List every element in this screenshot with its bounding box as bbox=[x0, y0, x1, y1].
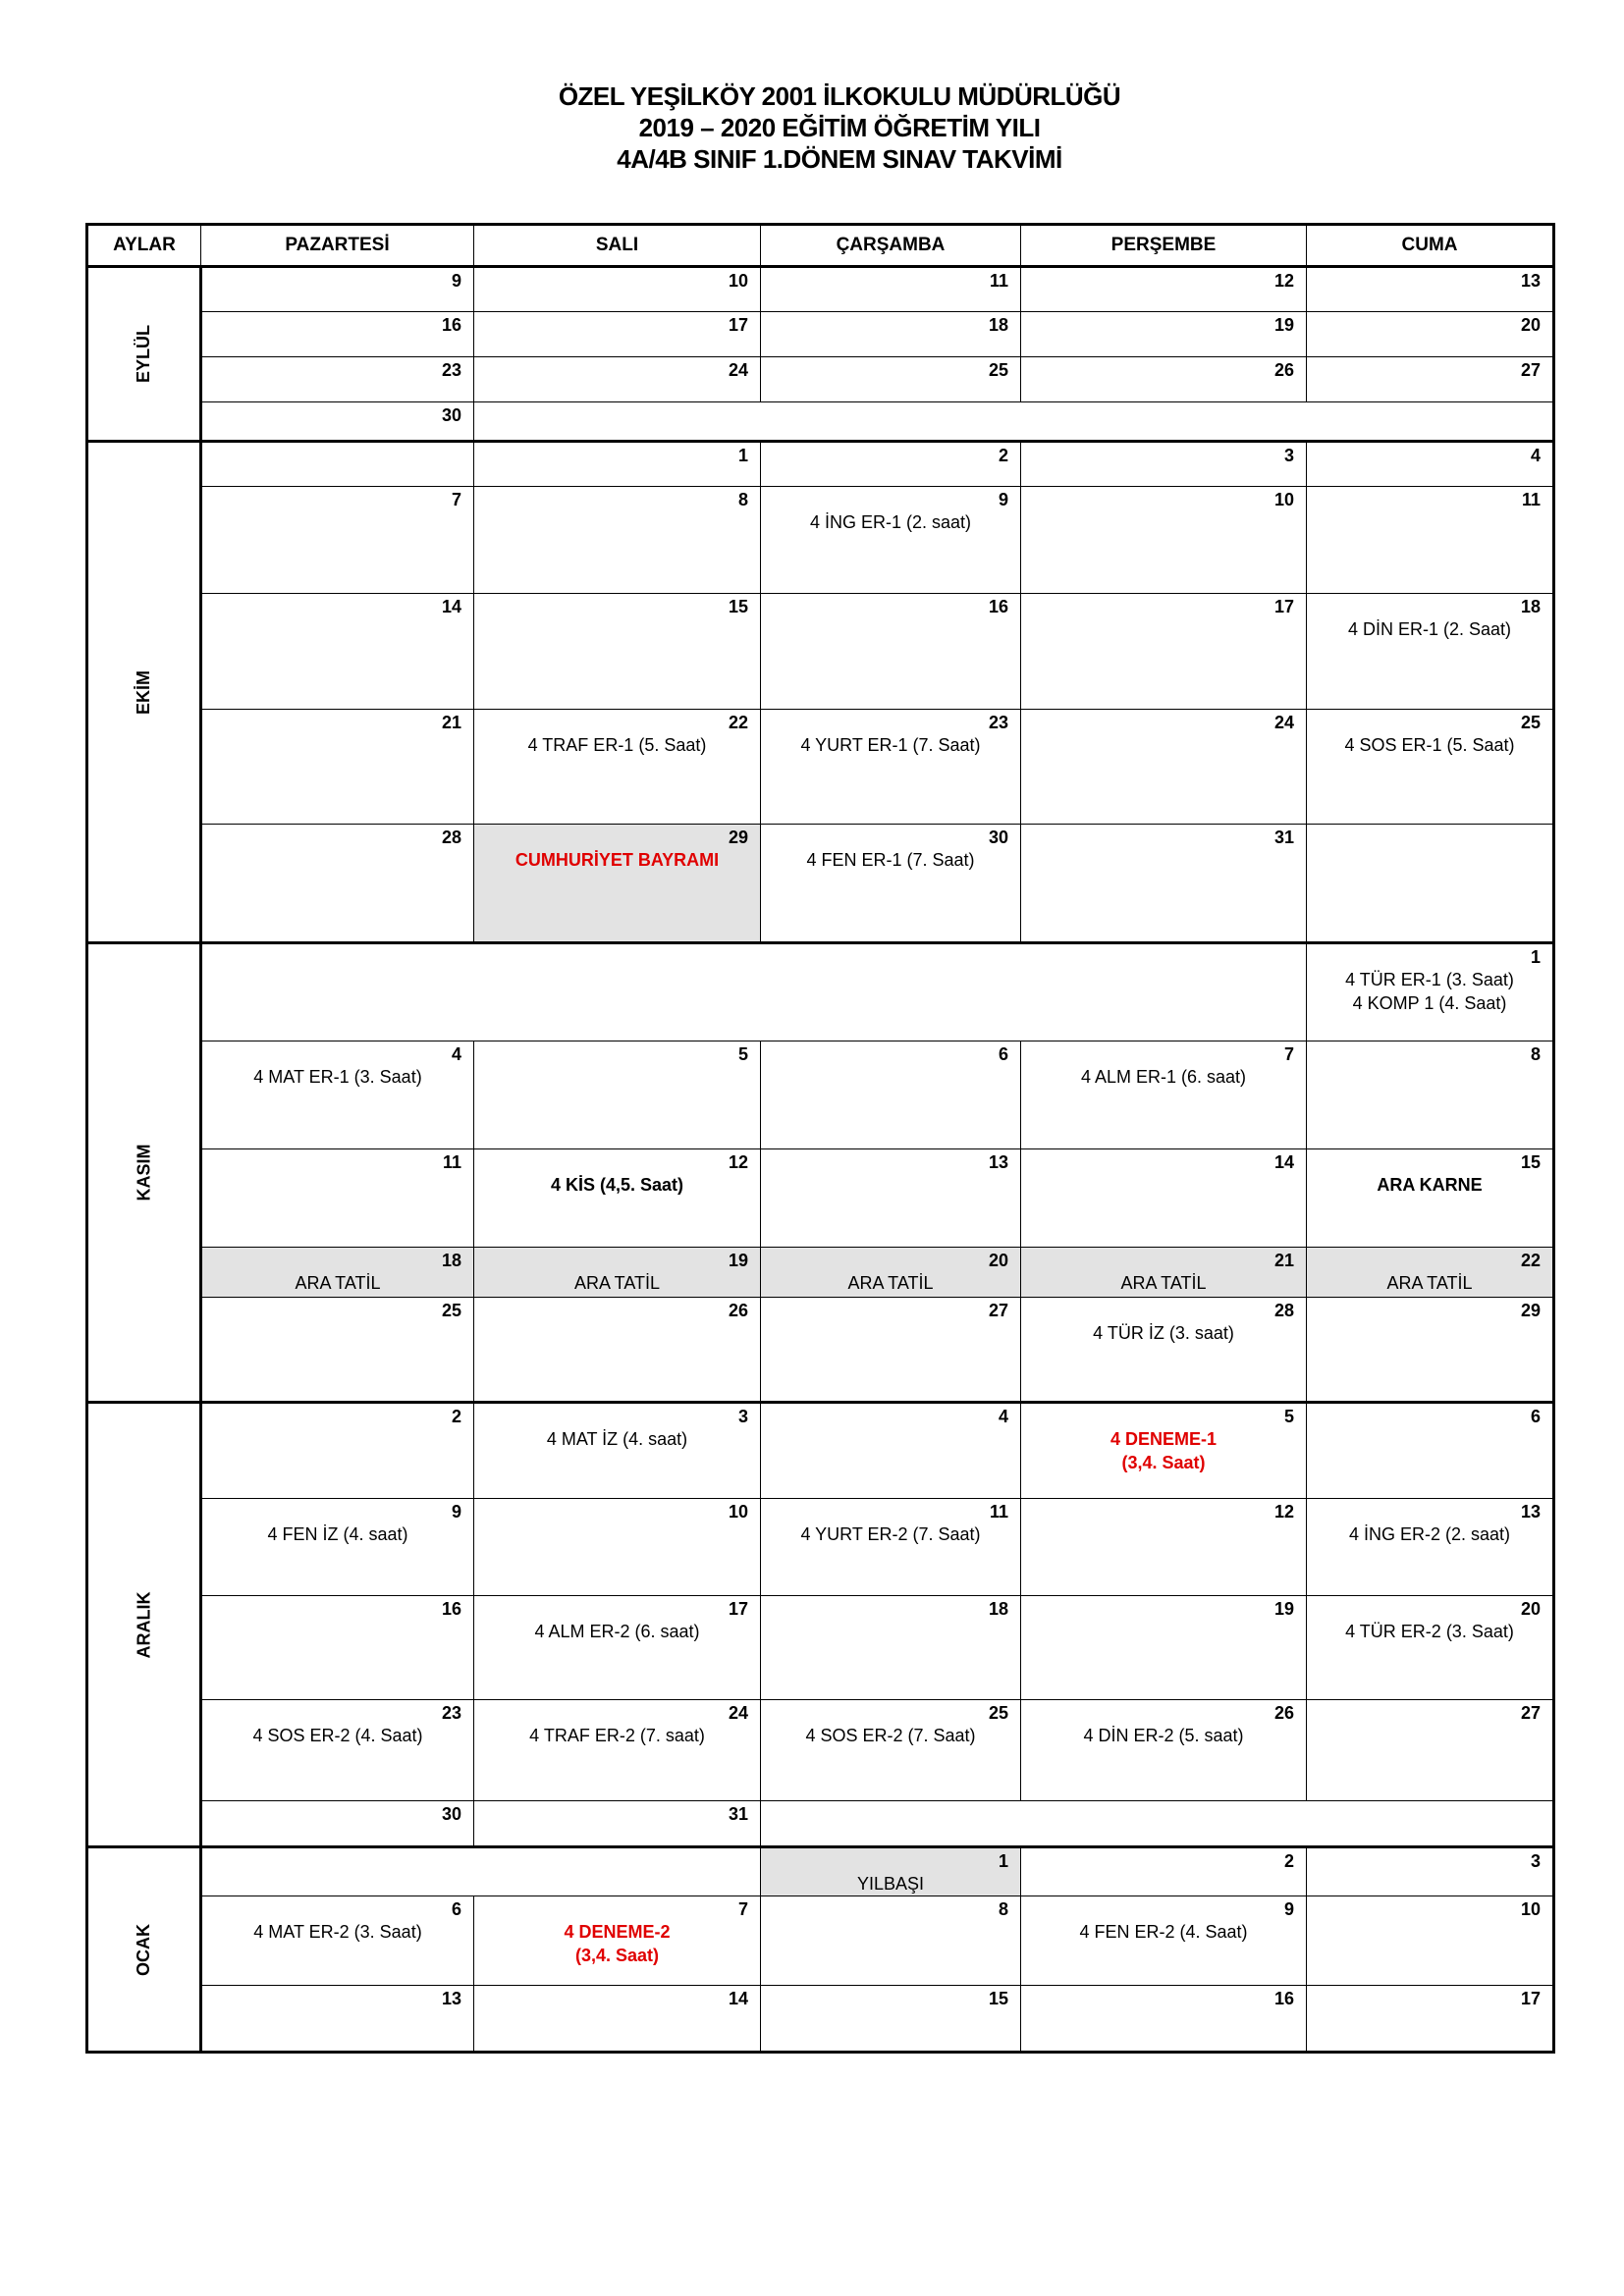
exam-entry: 4 SOS ER-1 (5. Saat) bbox=[1344, 735, 1515, 755]
day-cell: 17 4 ALM ER-2 (6. saat) bbox=[474, 1596, 761, 1700]
exam-entry: 4 MAT İZ (4. saat) bbox=[546, 1429, 688, 1449]
week-row bbox=[87, 1298, 1554, 1403]
day-cell: 8 bbox=[761, 1896, 1021, 1986]
holiday-label: YILBAŞI bbox=[856, 1874, 925, 1894]
day-cell: 4 bbox=[1307, 442, 1554, 487]
holiday-label: ARA TATİL bbox=[847, 1273, 934, 1293]
trial-exam-hours: (3,4. Saat) bbox=[574, 1946, 660, 1965]
header-row bbox=[87, 225, 1554, 267]
day-cell: 18 bbox=[761, 1596, 1021, 1700]
day-cell: 20 4 TÜR ER-2 (3. Saat) bbox=[1307, 1596, 1554, 1700]
exam-entry: 4 KİS (4,5. Saat) bbox=[550, 1175, 684, 1195]
day-cell: 6 4 MAT ER-2 (3. Saat) bbox=[201, 1896, 474, 1986]
report-card-label: ARA KARNE bbox=[1377, 1175, 1483, 1195]
week-row bbox=[87, 1149, 1554, 1248]
col-monday: PAZARTESİ bbox=[201, 225, 474, 267]
day-cell: 9 4 FEN ER-2 (4. Saat) bbox=[1021, 1896, 1307, 1986]
day-cell: 27 bbox=[1307, 1700, 1554, 1801]
exam-entry: 4 SOS ER-2 (7. Saat) bbox=[805, 1726, 976, 1745]
day-cell: 16 bbox=[201, 312, 474, 357]
week-row bbox=[87, 825, 1554, 943]
day-cell: 11 bbox=[761, 267, 1021, 312]
exam-entry: 4 FEN ER-1 (7. Saat) bbox=[806, 850, 975, 870]
day-cell: 10 bbox=[474, 267, 761, 312]
day-cell: 4 bbox=[761, 1403, 1021, 1499]
day-cell: 25 bbox=[201, 1298, 474, 1403]
day-cell: 2 bbox=[201, 1403, 474, 1499]
exam-entry: 4 İNG ER-2 (2. saat) bbox=[1348, 1524, 1511, 1544]
day-cell: 3 4 MAT İZ (4. saat) bbox=[474, 1403, 761, 1499]
exam-entry: 4 TRAF ER-1 (5. Saat) bbox=[527, 735, 707, 755]
exam-entry: 4 TRAF ER-2 (7. saat) bbox=[529, 1726, 705, 1745]
day-cell: 21 bbox=[201, 710, 474, 825]
holiday-label: ARA TATİL bbox=[1386, 1273, 1473, 1293]
day-cell: 15 bbox=[474, 594, 761, 710]
day-cell: 15 ARA KARNE bbox=[1307, 1149, 1554, 1248]
day-cell: 25 4 SOS ER-1 (5. Saat) bbox=[1307, 710, 1554, 825]
exam-entry: 4 MAT ER-1 (3. Saat) bbox=[253, 1067, 422, 1087]
exam-entry: 4 DİN ER-2 (5. saat) bbox=[1083, 1726, 1244, 1745]
week-row bbox=[87, 402, 1554, 442]
day-cell: 31 bbox=[1021, 825, 1307, 943]
holiday-cell: 21 ARA TATİL bbox=[1021, 1248, 1307, 1298]
day-cell: 13 bbox=[201, 1986, 474, 2053]
exam-entry: 4 DİN ER-1 (2. Saat) bbox=[1347, 619, 1512, 639]
day-cell: 24 bbox=[1021, 710, 1307, 825]
col-months: AYLAR bbox=[87, 225, 201, 267]
day-cell: 3 bbox=[1021, 442, 1307, 487]
day-cell: 7 4 DENEME-2 (3,4. Saat) bbox=[474, 1896, 761, 1986]
week-row bbox=[87, 943, 1554, 1041]
week-row bbox=[87, 1596, 1554, 1700]
week-row bbox=[87, 1700, 1554, 1801]
week-row bbox=[87, 267, 1554, 312]
empty-cell bbox=[474, 402, 1554, 442]
empty-cell bbox=[201, 943, 1307, 1041]
day-cell: 27 bbox=[761, 1298, 1021, 1403]
day-cell: 12 bbox=[1021, 267, 1307, 312]
exam-entry: 4 FEN ER-2 (4. Saat) bbox=[1079, 1922, 1248, 1942]
week-row bbox=[87, 312, 1554, 357]
school-title: ÖZEL YEŞİLKÖY 2001 İLKOKULU MÜDÜRLÜĞÜ bbox=[558, 81, 1121, 111]
exam-entry: 4 KOMP 1 (4. Saat) bbox=[1352, 993, 1507, 1013]
day-cell: 17 bbox=[1307, 1986, 1554, 2053]
day-cell: 29 bbox=[1307, 1298, 1554, 1403]
day-cell: 30 bbox=[201, 1801, 474, 1847]
exam-entry: 4 İNG ER-1 (2. saat) bbox=[809, 512, 972, 532]
holiday-cell: 18 ARA TATİL bbox=[201, 1248, 474, 1298]
day-cell: 8 bbox=[1307, 1041, 1554, 1149]
day-cell: 6 bbox=[1307, 1403, 1554, 1499]
day-cell: 14 bbox=[474, 1986, 761, 2053]
day-cell: 7 4 ALM ER-1 (6. saat) bbox=[1021, 1041, 1307, 1149]
week-row bbox=[87, 1986, 1554, 2053]
day-cell: 27 bbox=[1307, 357, 1554, 402]
exam-entry: 4 ALM ER-2 (6. saat) bbox=[534, 1622, 700, 1641]
day-cell: 11 bbox=[201, 1149, 474, 1248]
year-title: 2019 – 2020 EĞİTİM ÖĞRETİM YILI bbox=[638, 113, 1041, 142]
day-cell: 11 bbox=[1307, 487, 1554, 594]
day-cell: 28 4 TÜR İZ (3. saat) bbox=[1021, 1298, 1307, 1403]
holiday-label: ARA TATİL bbox=[295, 1273, 381, 1293]
day-cell: 24 bbox=[474, 357, 761, 402]
month-october: EKİM bbox=[87, 442, 201, 943]
calendar-title: 4A/4B SINIF 1.DÖNEM SINAV TAKVİMİ bbox=[617, 144, 1062, 174]
day-cell: 10 bbox=[1307, 1896, 1554, 1986]
day-cell: 28 bbox=[201, 825, 474, 943]
trial-exam-label: 4 DENEME-2 bbox=[564, 1922, 671, 1942]
day-cell: 18 4 DİN ER-1 (2. Saat) bbox=[1307, 594, 1554, 710]
month-january: OCAK bbox=[87, 1847, 201, 2053]
day-cell: 30 4 FEN ER-1 (7. Saat) bbox=[761, 825, 1021, 943]
day-cell: 26 4 DİN ER-2 (5. saat) bbox=[1021, 1700, 1307, 1801]
week-row bbox=[87, 1403, 1554, 1499]
exam-entry: 4 FEN İZ (4. saat) bbox=[267, 1524, 408, 1544]
day-cell: 4 4 MAT ER-1 (3. Saat) bbox=[201, 1041, 474, 1149]
col-tuesday: SALI bbox=[474, 225, 761, 267]
day-cell: 20 bbox=[1307, 312, 1554, 357]
day-cell: 5 bbox=[474, 1041, 761, 1149]
week-row bbox=[87, 1801, 1554, 1847]
day-cell: 22 4 TRAF ER-1 (5. Saat) bbox=[474, 710, 761, 825]
day-cell: 2 bbox=[761, 442, 1021, 487]
day-cell: 9 bbox=[201, 267, 474, 312]
day-cell: 15 bbox=[761, 1986, 1021, 2053]
day-cell: 17 bbox=[1021, 594, 1307, 710]
day-cell: 23 bbox=[201, 357, 474, 402]
col-wednesday: ÇARŞAMBA bbox=[761, 225, 1021, 267]
day-cell: 5 4 DENEME-1 (3,4. Saat) bbox=[1021, 1403, 1307, 1499]
month-september: EYLÜL bbox=[87, 267, 201, 442]
trial-exam-label: 4 DENEME-1 bbox=[1110, 1429, 1218, 1449]
day-cell: 2 bbox=[1021, 1847, 1307, 1896]
exam-entry: 4 TÜR İZ (3. saat) bbox=[1093, 1323, 1234, 1343]
col-thursday: PERŞEMBE bbox=[1021, 225, 1307, 267]
month-december: ARALIK bbox=[87, 1403, 201, 1847]
exam-entry: 4 MAT ER-2 (3. Saat) bbox=[253, 1922, 422, 1942]
day-cell: 16 bbox=[201, 1596, 474, 1700]
day-cell: 1 bbox=[474, 442, 761, 487]
week-row bbox=[87, 357, 1554, 402]
week-row bbox=[87, 1248, 1554, 1298]
empty-cell bbox=[761, 1801, 1554, 1847]
empty-cell bbox=[201, 442, 474, 487]
exam-entry: 4 TÜR ER-2 (3. Saat) bbox=[1345, 1622, 1514, 1641]
day-cell: 11 4 YURT ER-2 (7. Saat) bbox=[761, 1499, 1021, 1596]
month-november: KASIM bbox=[87, 943, 201, 1403]
week-row bbox=[87, 594, 1554, 710]
day-cell: 31 bbox=[474, 1801, 761, 1847]
exam-entry: 4 YURT ER-2 (7. Saat) bbox=[800, 1524, 981, 1544]
week-row bbox=[87, 1499, 1554, 1596]
holiday-label: CUMHURİYET BAYRAMI bbox=[514, 850, 720, 870]
week-row bbox=[87, 487, 1554, 594]
day-cell: 14 bbox=[201, 594, 474, 710]
day-cell: 17 bbox=[474, 312, 761, 357]
week-row bbox=[87, 1847, 1554, 1896]
exam-calendar-table bbox=[85, 223, 1555, 2054]
day-cell: 12 bbox=[1021, 1499, 1307, 1596]
trial-exam-hours: (3,4. Saat) bbox=[1121, 1453, 1206, 1472]
holiday-cell: 1 YILBAŞI bbox=[761, 1847, 1021, 1896]
week-row bbox=[87, 1896, 1554, 1986]
day-cell: 1 4 TÜR ER-1 (3. Saat) 4 KOMP 1 (4. Saat) bbox=[1307, 943, 1554, 1041]
day-cell: 7 bbox=[201, 487, 474, 594]
holiday-cell: 29 CUMHURİYET BAYRAMI bbox=[474, 825, 761, 943]
week-row bbox=[87, 710, 1554, 825]
day-cell: 24 4 TRAF ER-2 (7. saat) bbox=[474, 1700, 761, 1801]
day-cell: 10 bbox=[474, 1499, 761, 1596]
day-cell: 16 bbox=[761, 594, 1021, 710]
day-cell: 23 4 SOS ER-2 (4. Saat) bbox=[201, 1700, 474, 1801]
day-cell: 13 4 İNG ER-2 (2. saat) bbox=[1307, 1499, 1554, 1596]
day-cell: 12 4 KİS (4,5. Saat) bbox=[474, 1149, 761, 1248]
day-cell: 14 bbox=[1021, 1149, 1307, 1248]
day-cell: 13 bbox=[1307, 267, 1554, 312]
week-row bbox=[87, 1041, 1554, 1149]
exam-entry: 4 TÜR ER-1 (3. Saat) bbox=[1345, 970, 1514, 989]
day-cell: 6 bbox=[761, 1041, 1021, 1149]
day-cell: 13 bbox=[761, 1149, 1021, 1248]
holiday-cell: 22 ARA TATİL bbox=[1307, 1248, 1554, 1298]
day-cell: 10 bbox=[1021, 487, 1307, 594]
day-cell: 8 bbox=[474, 487, 761, 594]
day-cell: 16 bbox=[1021, 1986, 1307, 2053]
empty-cell bbox=[1307, 825, 1554, 943]
holiday-label: ARA TATİL bbox=[1120, 1273, 1207, 1293]
exam-entry: 4 SOS ER-2 (4. Saat) bbox=[252, 1726, 423, 1745]
week-row bbox=[87, 442, 1554, 487]
day-cell: 9 4 İNG ER-1 (2. saat) bbox=[761, 487, 1021, 594]
day-cell: 9 4 FEN İZ (4. saat) bbox=[201, 1499, 474, 1596]
holiday-label: ARA TATİL bbox=[573, 1273, 661, 1293]
empty-cell bbox=[201, 1847, 761, 1896]
day-cell: 26 bbox=[1021, 357, 1307, 402]
day-cell: 18 bbox=[761, 312, 1021, 357]
day-cell: 30 bbox=[201, 402, 474, 442]
day-cell: 23 4 YURT ER-1 (7. Saat) bbox=[761, 710, 1021, 825]
col-friday: CUMA bbox=[1307, 225, 1554, 267]
exam-entry: 4 ALM ER-1 (6. saat) bbox=[1080, 1067, 1247, 1087]
day-cell: 19 bbox=[1021, 1596, 1307, 1700]
day-cell: 25 bbox=[761, 357, 1021, 402]
day-cell: 26 bbox=[474, 1298, 761, 1403]
page-header bbox=[0, 80, 1624, 175]
day-cell: 19 bbox=[1021, 312, 1307, 357]
day-cell: 3 bbox=[1307, 1847, 1554, 1896]
holiday-cell: 20 ARA TATİL bbox=[761, 1248, 1021, 1298]
holiday-cell: 19 ARA TATİL bbox=[474, 1248, 761, 1298]
exam-entry: 4 YURT ER-1 (7. Saat) bbox=[800, 735, 981, 755]
day-cell: 25 4 SOS ER-2 (7. Saat) bbox=[761, 1700, 1021, 1801]
